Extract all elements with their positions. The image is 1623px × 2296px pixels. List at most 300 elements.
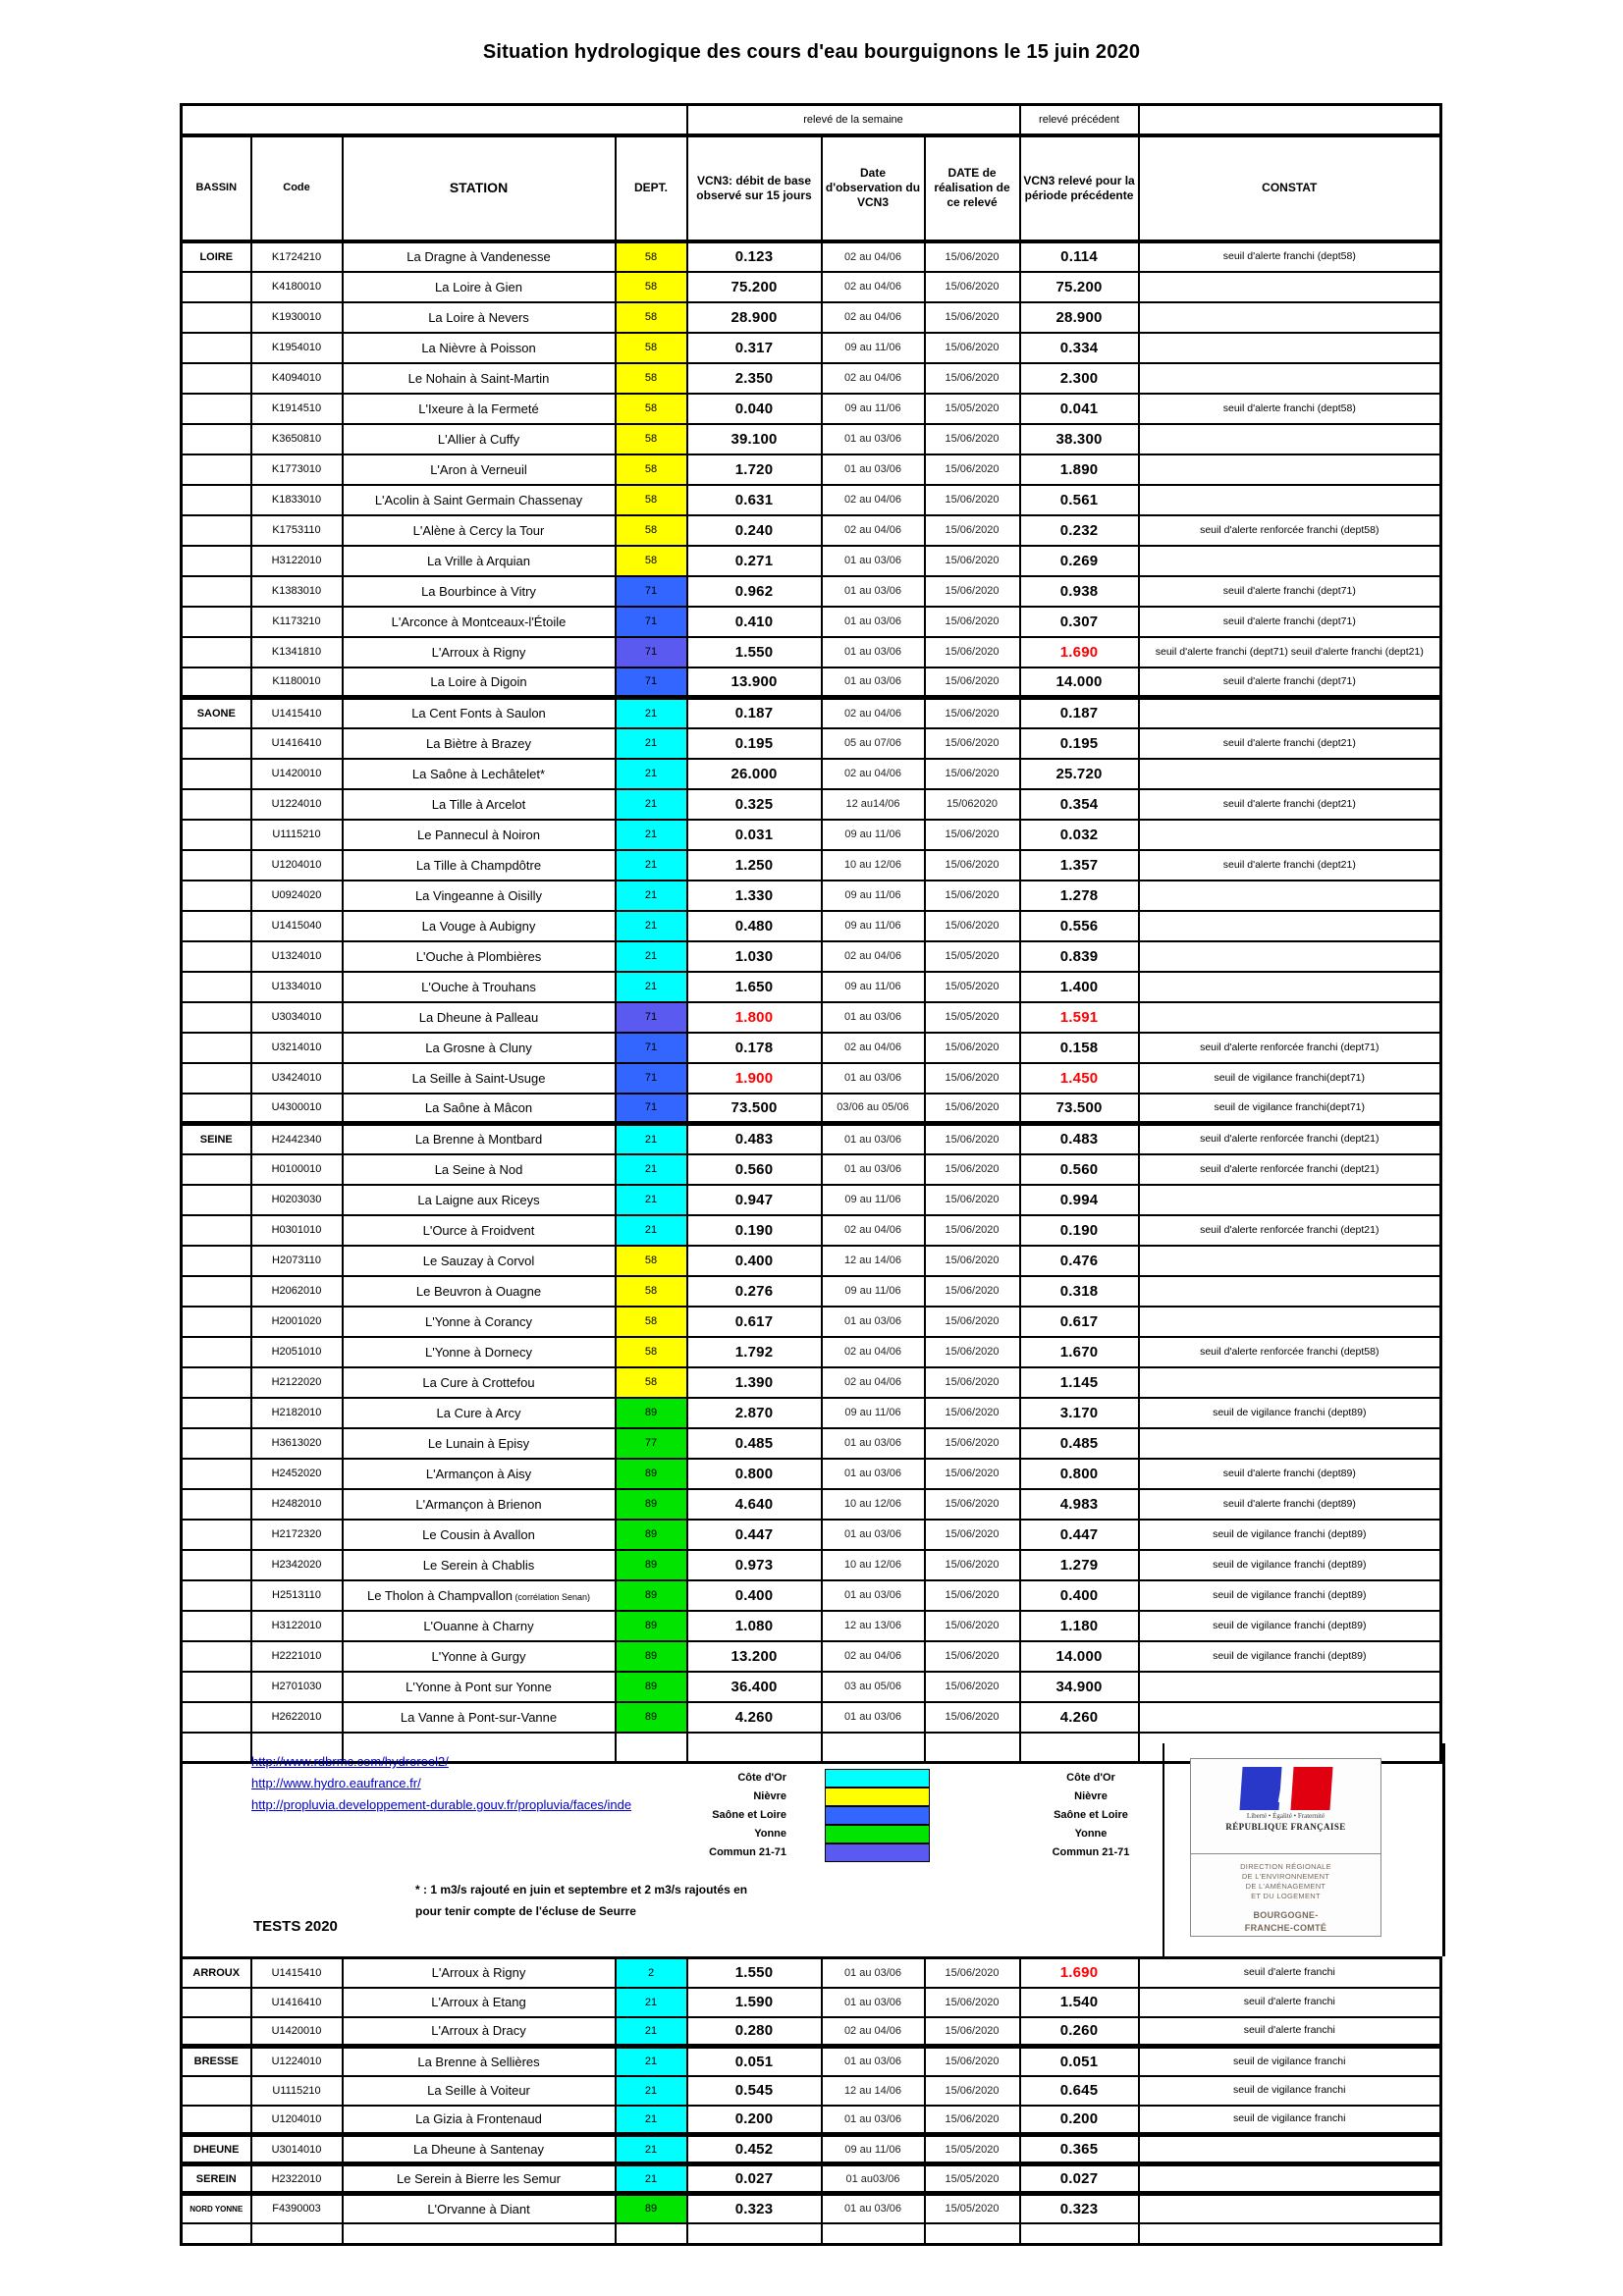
dept-cell: 58: [616, 1337, 687, 1367]
date-real-cell: 15/06/2020: [925, 515, 1020, 546]
table-row: [182, 1611, 1441, 1641]
dept-cell: 58: [616, 363, 687, 394]
vcn3-prev-cell: 25.720: [1020, 759, 1139, 789]
date-real-cell: 15/06/2020: [925, 698, 1020, 728]
empty-cell: [182, 2223, 251, 2245]
table-row: [182, 1094, 1441, 1124]
code-cell: U1420010: [251, 2017, 343, 2047]
table-row: [182, 1520, 1441, 1550]
asterisk-note: [415, 1879, 747, 1922]
vcn3-prev-cell: 0.400: [1020, 1580, 1139, 1611]
constat-cell: seuil de vigilance franchi (dept89): [1139, 1520, 1441, 1550]
constat-cell: seuil de vigilance franchi (dept89): [1139, 1398, 1441, 1428]
code-cell: H3122010: [251, 546, 343, 576]
legend-color-swatch: [825, 1769, 930, 1788]
table-row: [182, 941, 1441, 972]
bassin-cell: [182, 759, 251, 789]
date-real-cell: 15/06/2020: [925, 1428, 1020, 1459]
date-real-cell: 15/06/2020: [925, 637, 1020, 667]
date-obs-cell: 01 au 03/06: [822, 1459, 925, 1489]
date-obs-cell: 10 au 12/06: [822, 850, 925, 881]
vcn3-cell: 0.325: [687, 789, 822, 820]
date-real-cell: 15/06/2020: [925, 1215, 1020, 1246]
table-row: [182, 789, 1441, 820]
station-suffix: (corrélation Senan): [512, 1591, 590, 1602]
col-header-date-realisation: DATE de réalisation de ce relevé: [925, 135, 1020, 241]
constat-cell: [1139, 454, 1441, 485]
dept-cell: 71: [616, 1063, 687, 1094]
date-obs-cell: 12 au14/06: [822, 789, 925, 820]
vcn3-prev-cell: 0.476: [1020, 1246, 1139, 1276]
date-obs-cell: 01 au 03/06: [822, 1580, 925, 1611]
vcn3-prev-cell: 0.195: [1020, 728, 1139, 759]
table-row: [182, 1307, 1441, 1337]
constat-cell: seuil d'alerte renforcée franchi (dept21): [1139, 1124, 1441, 1154]
table-row: [182, 1154, 1441, 1185]
dept-cell: 58: [616, 454, 687, 485]
code-cell: K4180010: [251, 272, 343, 302]
dept-cell: 21: [616, 1124, 687, 1154]
bassin-cell: [182, 272, 251, 302]
date-real-cell: 15/06/2020: [925, 759, 1020, 789]
table-row: [182, 1580, 1441, 1611]
hydro-link-2[interactable]: http://www.hydro.eaufrance.fr/: [251, 1776, 421, 1790]
bassin-cell: [182, 1033, 251, 1063]
date-obs-cell: 02 au 04/06: [822, 241, 925, 272]
date-real-cell: 15/05/2020: [925, 2135, 1020, 2164]
vcn3-prev-cell: 75.200: [1020, 272, 1139, 302]
code-cell: H2172320: [251, 1520, 343, 1550]
date-real-cell: 15/06/2020: [925, 2106, 1020, 2135]
bassin-cell: [182, 546, 251, 576]
bassin-cell: [182, 1459, 251, 1489]
station-cell: L'Yonne à Pont sur Yonne: [343, 1672, 616, 1702]
header-group-empty-left: [182, 105, 687, 135]
constat-cell: [1139, 1185, 1441, 1215]
table-row: [182, 1002, 1441, 1033]
code-cell: U1324010: [251, 941, 343, 972]
bassin-cell: [182, 1611, 251, 1641]
legend-labels-left: [605, 1769, 786, 1862]
dept-cell: 89: [616, 1489, 687, 1520]
vcn3-cell: 0.051: [687, 2047, 822, 2076]
dreal-region-line: BOURGOGNE-: [1253, 1910, 1319, 1920]
vcn3-cell: 0.400: [687, 1580, 822, 1611]
code-cell: U1224010: [251, 2047, 343, 2076]
vcn3-cell: 0.027: [687, 2164, 822, 2194]
constat-cell: seuil de vigilance franchi(dept71): [1139, 1094, 1441, 1124]
station-cell: Le Serein à Chablis: [343, 1550, 616, 1580]
middle-section: [180, 1743, 1445, 1956]
tests-2020-label: TESTS 2020: [253, 1918, 338, 1935]
date-obs-cell: 02 au 04/06: [822, 1367, 925, 1398]
code-cell: U3014010: [251, 2135, 343, 2164]
station-cell: L'Allier à Cuffy: [343, 424, 616, 454]
bassin-cell: [182, 911, 251, 941]
date-real-cell: 15/06/2020: [925, 1063, 1020, 1094]
table-row: [182, 302, 1441, 333]
vcn3-prev-cell: 4.260: [1020, 1702, 1139, 1733]
vcn3-prev-cell: 1.690: [1020, 637, 1139, 667]
vcn3-prev-cell: 1.540: [1020, 1988, 1139, 2017]
date-obs-cell: 01 au 03/06: [822, 607, 925, 637]
date-real-cell: 15/05/2020: [925, 1002, 1020, 1033]
code-cell: H2442340: [251, 1124, 343, 1154]
constat-cell: seuil d'alerte franchi (dept21): [1139, 728, 1441, 759]
date-real-cell: 15/05/2020: [925, 2194, 1020, 2223]
constat-cell: seuil d'alerte franchi (dept71): [1139, 576, 1441, 607]
bassin-cell: [182, 1185, 251, 1215]
vcn3-prev-cell: 1.180: [1020, 1611, 1139, 1641]
bassin-cell: SEINE: [182, 1124, 251, 1154]
date-real-cell: 15/06/2020: [925, 881, 1020, 911]
date-obs-cell: 01 au 03/06: [822, 454, 925, 485]
vcn3-cell: 0.178: [687, 1033, 822, 1063]
dept-cell: 21: [616, 911, 687, 941]
constat-cell: [1139, 2164, 1441, 2194]
station-cell: Le Beuvron à Ouagne: [343, 1276, 616, 1307]
table-row: [182, 2135, 1441, 2164]
vcn3-cell: 0.485: [687, 1428, 822, 1459]
vcn3-cell: 0.962: [687, 576, 822, 607]
code-cell: H2322010: [251, 2164, 343, 2194]
bassin-cell: [182, 2017, 251, 2047]
vcn3-prev-cell: 0.041: [1020, 394, 1139, 424]
constat-cell: [1139, 272, 1441, 302]
date-obs-cell: 01 au 03/06: [822, 2047, 925, 2076]
vcn3-prev-cell: 0.334: [1020, 333, 1139, 363]
code-cell: H2001020: [251, 1307, 343, 1337]
legend-swatch-row: [825, 1806, 930, 1825]
date-obs-cell: 01 au 03/06: [822, 1124, 925, 1154]
bassin-cell: [182, 2106, 251, 2135]
vcn3-prev-cell: 0.560: [1020, 1154, 1139, 1185]
date-obs-cell: 09 au 11/06: [822, 1398, 925, 1428]
legend-label: Yonne: [754, 1828, 786, 1840]
col-header-vcn3-previous: VCN3 relevé pour la période précédente: [1020, 135, 1139, 241]
vcn3-cell: 26.000: [687, 759, 822, 789]
constat-cell: seuil d'alerte franchi (dept58): [1139, 241, 1441, 272]
table-row: [182, 911, 1441, 941]
code-cell: K1914510: [251, 394, 343, 424]
vcn3-cell: 13.200: [687, 1641, 822, 1672]
date-obs-cell: 01 au 03/06: [822, 637, 925, 667]
date-obs-cell: 02 au 04/06: [822, 1337, 925, 1367]
dept-cell: 21: [616, 820, 687, 850]
dept-cell: 58: [616, 485, 687, 515]
legend-label: Nièvre: [753, 1790, 786, 1802]
constat-cell: seuil de vigilance franchi: [1139, 2076, 1441, 2106]
station-cell: L'Ixeure à la Fermeté: [343, 394, 616, 424]
bassin-cell: ARROUX: [182, 1958, 251, 1988]
empty-cell: [1020, 2223, 1139, 2245]
date-real-cell: 15/06/2020: [925, 1550, 1020, 1580]
code-cell: U1416410: [251, 728, 343, 759]
constat-cell: seuil d'alerte renforcée franchi (dept58): [1139, 1337, 1441, 1367]
vcn3-prev-cell: 0.323: [1020, 2194, 1139, 2223]
header-group-week: relevé de la semaine: [687, 105, 1020, 135]
vcn3-prev-cell: 34.900: [1020, 1672, 1139, 1702]
date-real-cell: 15/06/2020: [925, 1459, 1020, 1489]
code-cell: F4390003: [251, 2194, 343, 2223]
vcn3-cell: 0.947: [687, 1185, 822, 1215]
legend-label: Saône et Loire: [712, 1809, 786, 1821]
station-cell: Le Cousin à Avallon: [343, 1520, 616, 1550]
date-obs-cell: 02 au 04/06: [822, 759, 925, 789]
vcn3-cell: 0.452: [687, 2135, 822, 2164]
code-cell: U4300010: [251, 1094, 343, 1124]
date-real-cell: 15/06/2020: [925, 546, 1020, 576]
legend-swatch-row: [825, 1788, 930, 1806]
dept-cell: 89: [616, 2194, 687, 2223]
tests-2020-table: [180, 1956, 1442, 2246]
bassin-cell: [182, 1154, 251, 1185]
date-obs-cell: 09 au 11/06: [822, 972, 925, 1002]
logo-republic-label: RÉPUBLIQUE FRANÇAISE: [1225, 1822, 1346, 1832]
dept-cell: 71: [616, 1094, 687, 1124]
bassin-cell: [182, 1988, 251, 2017]
date-obs-cell: 10 au 12/06: [822, 1550, 925, 1580]
station-cell: La Loire à Gien: [343, 272, 616, 302]
station-cell: L'Orvanne à Diant: [343, 2194, 616, 2223]
code-cell: H0203030: [251, 1185, 343, 1215]
bassin-cell: [182, 363, 251, 394]
date-obs-cell: 01 au 03/06: [822, 576, 925, 607]
station-cell: Le Sauzay à Corvol: [343, 1246, 616, 1276]
legend-label: Côte d'Or: [737, 1772, 786, 1784]
station-cell: L'Yonne à Gurgy: [343, 1641, 616, 1672]
station-cell: L'Ouanne à Charny: [343, 1611, 616, 1641]
date-real-cell: 15/06/2020: [925, 363, 1020, 394]
date-real-cell: 15/06/2020: [925, 2076, 1020, 2106]
date-obs-cell: 01 au03/06: [822, 2164, 925, 2194]
table-row: [182, 1276, 1441, 1307]
vcn3-cell: 28.900: [687, 302, 822, 333]
vcn3-prev-cell: 0.232: [1020, 515, 1139, 546]
station-cell: La Bourbince à Vitry: [343, 576, 616, 607]
empty-cell: [925, 2223, 1020, 2245]
dept-cell: 21: [616, 2106, 687, 2135]
vcn3-cell: 0.317: [687, 333, 822, 363]
date-real-cell: 15/06/2020: [925, 485, 1020, 515]
vcn3-prev-cell: 0.354: [1020, 789, 1139, 820]
dept-cell: 89: [616, 1459, 687, 1489]
vcn3-cell: 1.330: [687, 881, 822, 911]
vcn3-cell: 0.617: [687, 1307, 822, 1337]
vcn3-cell: 1.550: [687, 1958, 822, 1988]
vcn3-prev-cell: 28.900: [1020, 302, 1139, 333]
date-real-cell: 15/06/2020: [925, 424, 1020, 454]
col-header-date-observation: Date d'observation du VCN3: [822, 135, 925, 241]
constat-cell: [1139, 1246, 1441, 1276]
date-obs-cell: 12 au 14/06: [822, 1246, 925, 1276]
dept-cell: 21: [616, 2047, 687, 2076]
empty-cell: [616, 2223, 687, 2245]
dept-cell: 71: [616, 637, 687, 667]
code-cell: H3613020: [251, 1428, 343, 1459]
table-row: [182, 1063, 1441, 1094]
date-obs-cell: 05 au 07/06: [822, 728, 925, 759]
date-real-cell: 15/06/2020: [925, 1672, 1020, 1702]
date-real-cell: 15/06/2020: [925, 576, 1020, 607]
code-cell: U1415410: [251, 1958, 343, 1988]
constat-cell: [1139, 1672, 1441, 1702]
vcn3-cell: 0.187: [687, 698, 822, 728]
dept-cell: 21: [616, 850, 687, 881]
constat-cell: seuil d'alerte franchi (dept89): [1139, 1459, 1441, 1489]
date-real-cell: 15/06/2020: [925, 1489, 1020, 1520]
constat-cell: seuil de vigilance franchi (dept89): [1139, 1611, 1441, 1641]
code-cell: H0301010: [251, 1215, 343, 1246]
bassin-cell: [182, 941, 251, 972]
date-real-cell: 15/06/2020: [925, 1185, 1020, 1215]
col-header-station: STATION: [343, 135, 616, 241]
vcn3-cell: 1.650: [687, 972, 822, 1002]
table-row: [182, 363, 1441, 394]
vcn3-cell: 0.240: [687, 515, 822, 546]
station-cell: La Grosne à Cluny: [343, 1033, 616, 1063]
date-real-cell: 15/06/2020: [925, 1276, 1020, 1307]
vcn3-prev-cell: 4.983: [1020, 1489, 1139, 1520]
constat-cell: seuil d'alerte renforcée franchi (dept71): [1139, 1033, 1441, 1063]
table-row: [182, 637, 1441, 667]
date-real-cell: 15/06/2020: [925, 607, 1020, 637]
hydro-link-3[interactable]: http://propluvia.developpement-durable.gouv.fr/propluvia/faces/inde: [251, 1797, 632, 1812]
constat-cell: [1139, 698, 1441, 728]
constat-cell: [1139, 485, 1441, 515]
table-row: [182, 2076, 1441, 2106]
date-real-cell: 15/06/2020: [925, 728, 1020, 759]
vcn3-cell: 0.447: [687, 1520, 822, 1550]
dept-cell: 89: [616, 1520, 687, 1550]
hydro-link-1[interactable]: http://www.rdbrmc.com/hydroreel2/: [251, 1754, 449, 1769]
station-cell: L'Acolin à Saint Germain Chassenay: [343, 485, 616, 515]
date-obs-cell: 01 au 03/06: [822, 1988, 925, 2017]
vcn3-cell: 1.800: [687, 1002, 822, 1033]
vcn3-prev-cell: 1.400: [1020, 972, 1139, 1002]
vcn3-prev-cell: 1.890: [1020, 454, 1139, 485]
date-real-cell: 15/06/2020: [925, 820, 1020, 850]
date-obs-cell: 02 au 04/06: [822, 485, 925, 515]
constat-cell: seuil d'alerte franchi (dept21): [1139, 789, 1441, 820]
col-header-constat: CONSTAT: [1139, 135, 1441, 241]
code-cell: H0100010: [251, 1154, 343, 1185]
vcn3-cell: 73.500: [687, 1094, 822, 1124]
station-cell: Le Tholon à Champvallon (corrélation Senan): [343, 1580, 616, 1611]
vcn3-prev-cell: 1.279: [1020, 1550, 1139, 1580]
vcn3-prev-cell: 0.365: [1020, 2135, 1139, 2164]
dept-cell: 21: [616, 1154, 687, 1185]
table-row: [182, 2194, 1441, 2223]
constat-cell: seuil de vigilance franchi: [1139, 2106, 1441, 2135]
station-cell: Le Serein à Bierre les Semur: [343, 2164, 616, 2194]
bassin-cell: [182, 1337, 251, 1367]
vcn3-prev-cell: 0.556: [1020, 911, 1139, 941]
dreal-direction-lines: [1191, 1862, 1380, 1901]
date-obs-cell: 02 au 04/06: [822, 363, 925, 394]
station-cell: L'Arroux à Dracy: [343, 2017, 616, 2047]
constat-cell: seuil de vigilance franchi(dept71): [1139, 1063, 1441, 1094]
col-header-vcn3: VCN3: débit de base observé sur 15 jours: [687, 135, 822, 241]
dept-cell: 58: [616, 424, 687, 454]
vcn3-prev-cell: 73.500: [1020, 1094, 1139, 1124]
table-row: [182, 1702, 1441, 1733]
station-cell: La Saône à Mâcon: [343, 1094, 616, 1124]
vcn3-cell: 0.545: [687, 2076, 822, 2106]
legend-swatch-row: [825, 1843, 930, 1862]
header-row: [182, 135, 1441, 241]
table-row: [182, 2106, 1441, 2135]
vcn3-cell: 0.973: [687, 1550, 822, 1580]
date-real-cell: 15/06/2020: [925, 1307, 1020, 1337]
code-cell: K1954010: [251, 333, 343, 363]
code-cell: H2513110: [251, 1580, 343, 1611]
main-table-body: [182, 105, 1441, 1763]
vcn3-prev-cell: 0.307: [1020, 607, 1139, 637]
legend-labels-right: [1017, 1769, 1164, 1862]
table-row: [182, 1489, 1441, 1520]
dept-cell: 21: [616, 728, 687, 759]
table-row: [182, 759, 1441, 789]
dept-cell: 58: [616, 1246, 687, 1276]
code-cell: H2342020: [251, 1550, 343, 1580]
vcn3-cell: 0.123: [687, 241, 822, 272]
vcn3-prev-cell: 14.000: [1020, 1641, 1139, 1672]
header-group-empty-right: [1139, 105, 1441, 135]
date-obs-cell: 09 au 11/06: [822, 333, 925, 363]
bassin-cell: [182, 1367, 251, 1398]
constat-cell: [1139, 302, 1441, 333]
bassin-cell: [182, 1094, 251, 1124]
station-cell: La Laigne aux Riceys: [343, 1185, 616, 1215]
header-group-previous: relevé précédent: [1020, 105, 1139, 135]
col-header-dept: DEPT.: [616, 135, 687, 241]
table-row: [182, 424, 1441, 454]
vcn3-cell: 0.560: [687, 1154, 822, 1185]
logo-motto: Liberté • Égalité • Fraternité: [1246, 1812, 1325, 1820]
legend-label-right: Saône et Loire: [1054, 1809, 1128, 1821]
date-obs-cell: 02 au 04/06: [822, 302, 925, 333]
date-real-cell: 15/06/2020: [925, 850, 1020, 881]
dept-cell: 58: [616, 333, 687, 363]
constat-cell: [1139, 759, 1441, 789]
vcn3-cell: 0.271: [687, 546, 822, 576]
table-row: [182, 1185, 1441, 1215]
vcn3-prev-cell: 14.000: [1020, 667, 1139, 698]
empty-cell: [343, 2223, 616, 2245]
constat-cell: seuil de vigilance franchi: [1139, 2047, 1441, 2076]
date-obs-cell: 09 au 11/06: [822, 881, 925, 911]
table-row: [182, 1215, 1441, 1246]
station-cell: La Dheune à Santenay: [343, 2135, 616, 2164]
constat-cell: seuil d'alerte franchi: [1139, 1958, 1441, 1988]
table-row: [182, 728, 1441, 759]
vcn3-prev-cell: 1.450: [1020, 1063, 1139, 1094]
table-row: [182, 272, 1441, 302]
station-cell: La Loire à Nevers: [343, 302, 616, 333]
bassin-cell: NORD YONNE: [182, 2194, 251, 2223]
table-row: [182, 1550, 1441, 1580]
code-cell: U1415410: [251, 698, 343, 728]
date-obs-cell: 02 au 04/06: [822, 1033, 925, 1063]
table-row: [182, 1246, 1441, 1276]
vcn3-prev-cell: 0.032: [1020, 820, 1139, 850]
date-real-cell: 15/05/2020: [925, 941, 1020, 972]
vcn3-prev-cell: 0.994: [1020, 1185, 1139, 1215]
legend-color-swatches: [825, 1769, 930, 1862]
date-real-cell: 15/06/2020: [925, 302, 1020, 333]
table-row: [182, 515, 1441, 546]
